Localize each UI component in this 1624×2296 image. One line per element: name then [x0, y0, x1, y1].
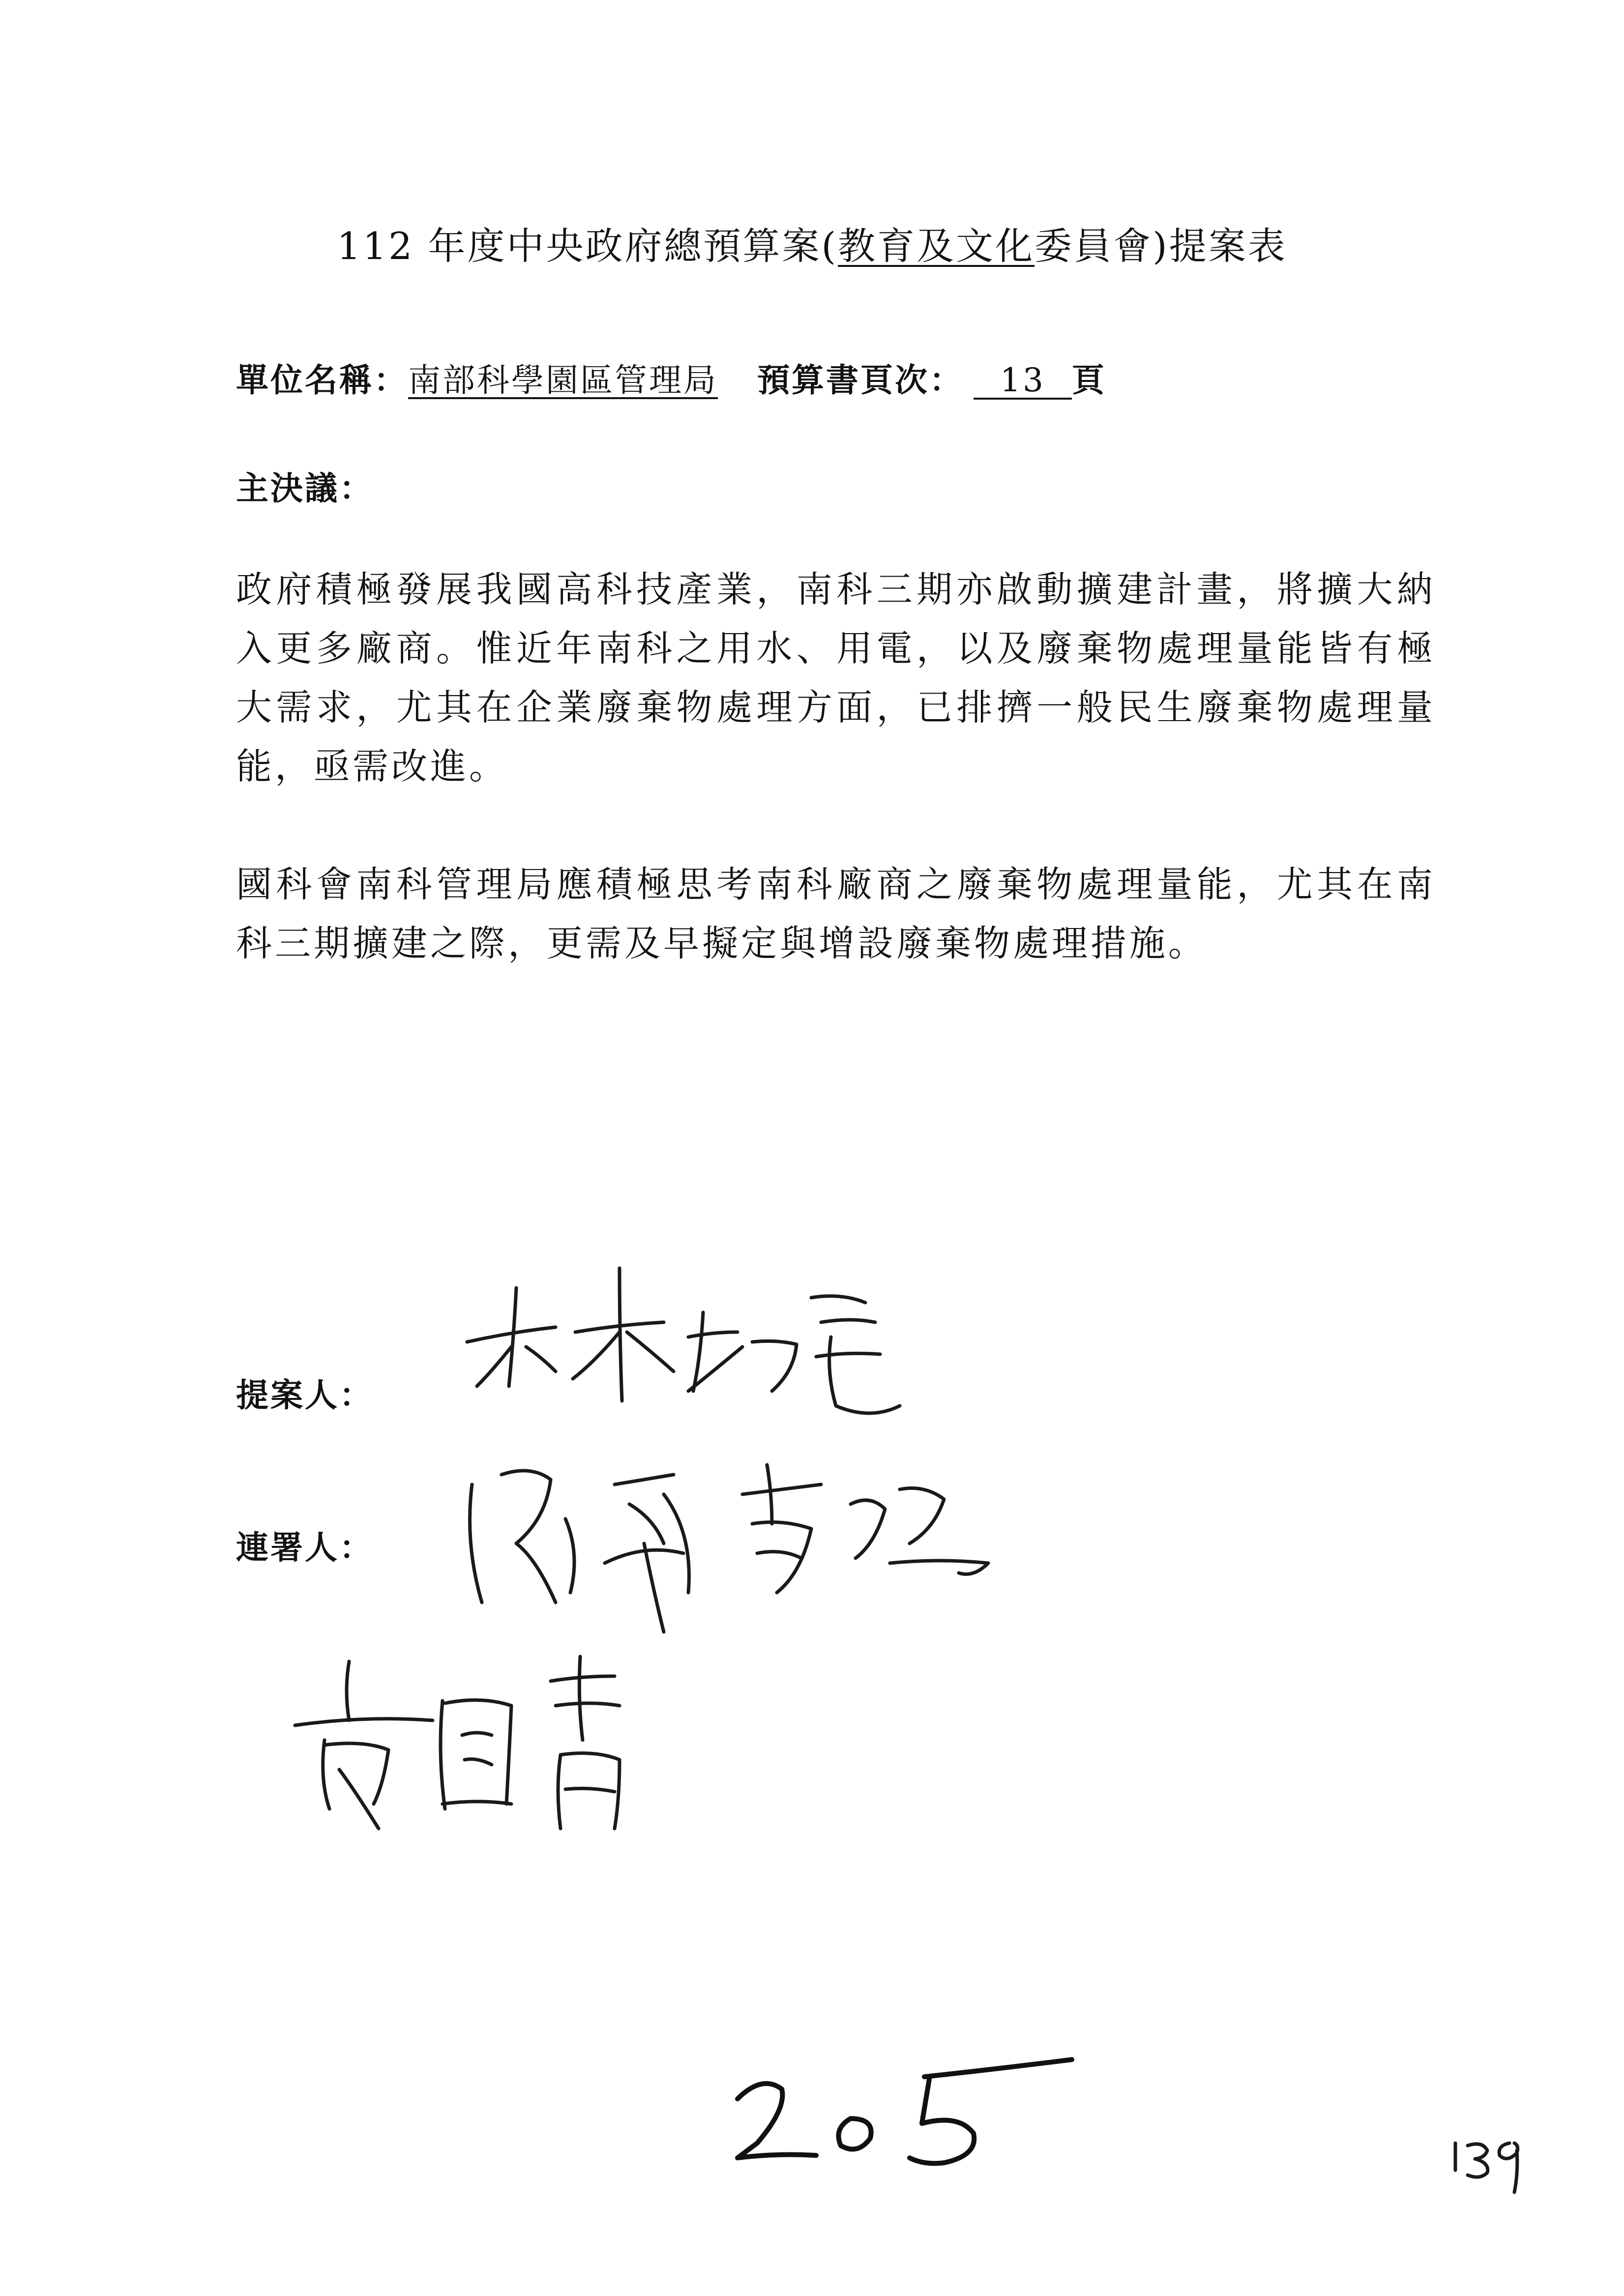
proposer-label: 提案人： [236, 1376, 374, 1414]
document-title [0, 216, 1624, 270]
handwritten-page-total [728, 2055, 1082, 2173]
handwritten-page-number [1446, 2133, 1534, 2197]
cosigner-signature-2 [275, 1642, 718, 1848]
title-prefix: 112 年度中央政府總預算案( [337, 224, 838, 268]
unit-and-page-row [236, 354, 1106, 401]
resolution-label: 主決議： [236, 469, 374, 507]
cosigner-label: 連署人： [236, 1529, 374, 1567]
title-suffix: 委員會)提案表 [1034, 224, 1287, 268]
proposer-signature [457, 1258, 929, 1465]
title-committee-underlined: 教育及文化 [838, 224, 1035, 268]
cosigner-signature-1 [457, 1445, 1047, 1652]
unit-label: 單位名稱： [236, 361, 408, 399]
resolution-paragraph-2: 國科會南科管理局應積極思考南科廠商之廢棄物處理量能，尤其在南科三期擴建之際，更需及早擬定與增設廢棄物處理措施。 [236, 864, 1436, 964]
budget-page-unit: 頁 [1072, 361, 1106, 399]
resolution-paragraph-1: 政府積極發展我國高科技產業，南科三期亦啟動擴建計畫，將擴大納入更多廠商。惟近年南科之用水、用電，以及廢棄物處理量能皆有極大需求，尤其在企業廢棄物處理方面，已排擠一般民生廢棄物處理量能，亟需改進。 [236, 569, 1436, 787]
unit-value: 南部科學園區管理局 [408, 361, 718, 399]
budget-page-label: 預算書頁次： [757, 361, 964, 399]
budget-page-value: 13 [974, 363, 1072, 400]
